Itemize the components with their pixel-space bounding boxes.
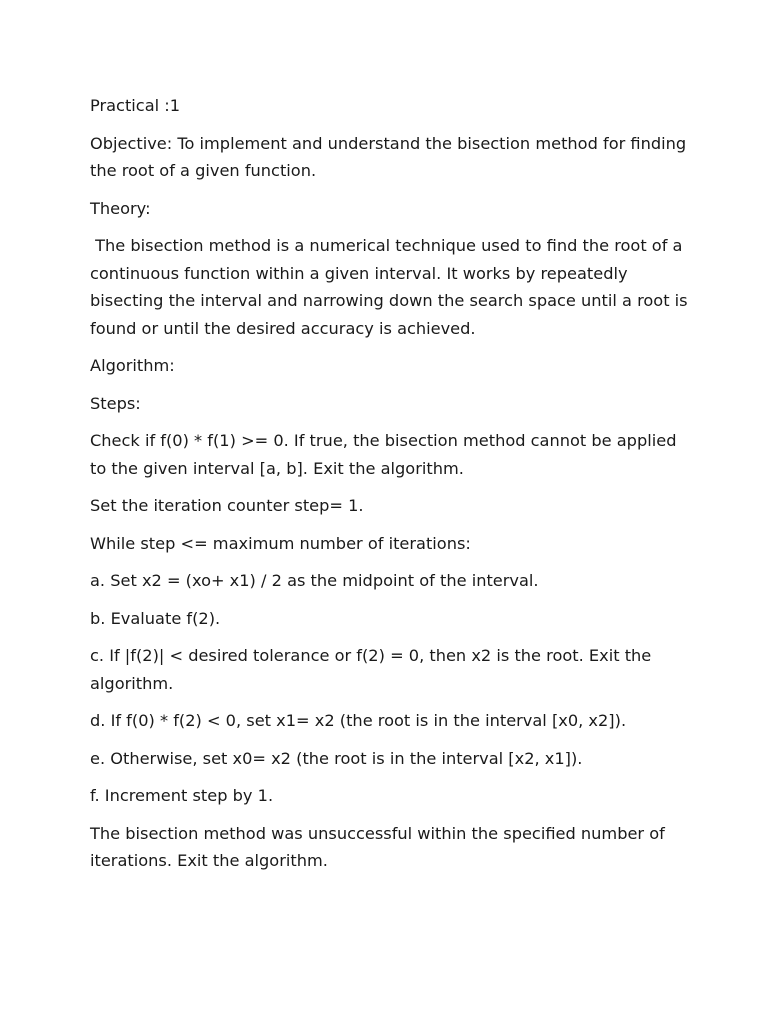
- algorithm-label: Algorithm:: [90, 356, 175, 375]
- step-unsuccessful: The bisection method was unsuccessful within the specified number of iterations. Exit the algorithm.: [90, 823, 670, 870]
- step-while-loop: While step <= maximum number of iterations:: [90, 533, 471, 553]
- theory-paragraph: The bisection method is a numerical technique used to find the root of a continuous function within a given interval. It works by repeatedly bisecting the interval and narrowing down the search space until a root is found or until the desired accuracy is achieved.: [90, 236, 693, 338]
- document-body: [90, 92, 693, 885]
- step-e-update-x0: e. Otherwise, set x0= x2 (the root is in the interval [x2, x1]).: [90, 748, 583, 768]
- steps-label: Steps:: [90, 393, 141, 413]
- step-f-increment: f. Increment step by 1.: [90, 786, 274, 805]
- objective-paragraph: Objective: To implement and understand the bisection method for finding the root of a given function.: [90, 133, 692, 180]
- theory-label: Theory:: [90, 198, 151, 218]
- step-d-update-x1: d. If f(0) * f(2) < 0, set x1= x2 (the root is in the interval [x0, x2]).: [90, 711, 627, 730]
- step-c-tolerance: c. If |f(2)| < desired tolerance or f(2) = 0, then x2 is the root. Exit the algorithm.: [90, 646, 657, 693]
- step-check-sign: Check if f(0) * f(1) >= 0. If true, the bisection method cannot be applied to the given interval [a, b]. Exit the algorithm.: [90, 431, 682, 478]
- step-a-midpoint: a. Set x2 = (xo+ x1) / 2 as the midpoint of the interval.: [90, 571, 539, 590]
- step-b-evaluate: b. Evaluate f(2).: [90, 608, 221, 628]
- step-set-counter: Set the iteration counter step= 1.: [90, 496, 364, 515]
- practical-heading: Practical :1: [90, 96, 181, 115]
